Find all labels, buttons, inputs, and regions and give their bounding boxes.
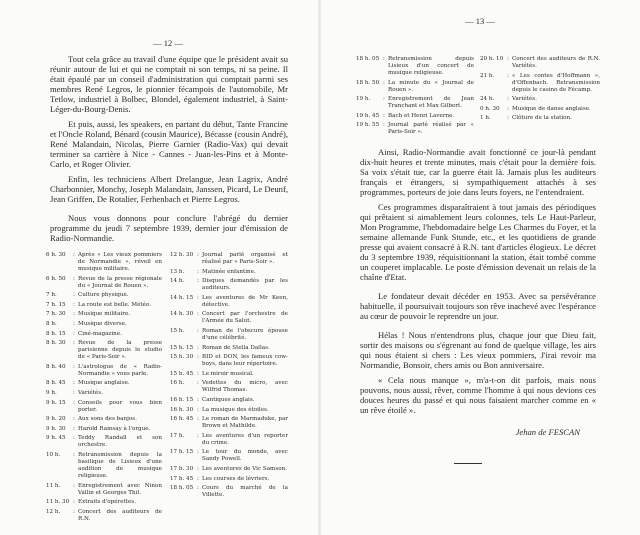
- separator: :: [197, 406, 199, 413]
- schedule-entry: [480, 96, 600, 103]
- entry-text: Concert par l'orchestre de l'Armée du Salut.: [202, 311, 288, 325]
- entry-time: 13 h.: [170, 268, 185, 275]
- schedule-entry: [356, 96, 474, 110]
- entry-text: Matinée enfantine.: [202, 268, 256, 275]
- entry-text: Le tour du monde, avec Sandy Powell.: [202, 449, 288, 463]
- entry-text: Variétés.: [512, 96, 537, 103]
- right-page: [320, 0, 640, 535]
- schedule-entry: [46, 311, 162, 318]
- separator: :: [197, 327, 199, 334]
- schedule-entry: [170, 433, 288, 447]
- separator: :: [383, 96, 385, 103]
- separator: :: [507, 105, 509, 112]
- entry-text: Clôture de la station.: [512, 115, 572, 122]
- right-column: [356, 56, 600, 464]
- separator: :: [73, 292, 75, 299]
- left-column: [46, 54, 288, 525]
- schedule-entry: [170, 354, 288, 368]
- entry-text: Cours du marché de la Villette.: [202, 485, 288, 499]
- schedule-entry: [480, 73, 600, 94]
- paragraph: Et puis, aussi, les speakers, en partant du début, Tante Francine et l'Oncle Roland, Bénard (cousin Maurice), Bécasse (cousin André), René Malandain, Nicolas, Pierre Garnier (Radio-Vax) qui devait terminer sa carrière à Nice - Cannes - Juan-les-Pins et à Monte-Carlo, et Roger Olivier.: [50, 119, 288, 169]
- schedule-entry: [46, 340, 162, 361]
- paragraph: Nous vous donnons pour conclure l'abrégé du dernier programme du jeudi 7 septembre 1939, dernier jour d'émission de Radio-Normandie.: [50, 213, 288, 243]
- separator: :: [73, 389, 75, 396]
- separator: :: [507, 56, 509, 62]
- separator: :: [73, 311, 75, 318]
- entry-text: BID et DON, les fameux cow-boys, dans leur répertoire.: [202, 354, 288, 368]
- entry-time: 11 h. 30: [46, 499, 70, 506]
- entry-time: 17 h. 30: [170, 465, 194, 472]
- entry-text: Concert des auditeurs de R.N. Variétés.: [512, 56, 600, 69]
- separator: :: [73, 340, 75, 347]
- separator: :: [73, 380, 75, 387]
- schedule-entry: [170, 328, 288, 342]
- schedule-entry: [46, 499, 162, 506]
- entry-time: 18 h. 05: [356, 56, 380, 62]
- entry-time: 16 h. 15: [170, 396, 194, 403]
- entry-text: Le roman de Marmaduke, par Brown et Mathilde.: [202, 416, 288, 430]
- separator: :: [197, 396, 199, 403]
- paragraph: Tout cela grâce au travail d'une équipe que le président avait su réunir autour de lui et qui ne comptait ni son temps, ni sa peine. Il était épaulé par un conseil d'administration qui comptait parmi ses membres René Legros, le pionnier fécampois de l'automobile, Mr Tetlow, industriel à Bolbec, Blondel, également industriel, à Saint-Léger-du-Bourg-Denis.: [50, 54, 288, 114]
- schedule-entry: [170, 397, 288, 404]
- entry-text: Enregistrement de Jean Tranchant et Max Gilbert.: [388, 96, 474, 110]
- entry-text: Retransmission depuis la basilique de Lisieux d'une audition de musique religieuse.: [78, 451, 162, 479]
- entry-time: 15 h. 15: [170, 344, 194, 351]
- entry-time: 19 h. 55: [356, 122, 380, 129]
- separator: :: [197, 354, 199, 361]
- entry-text: La minute du « Journal de Rouen ».: [388, 79, 474, 93]
- entry-time: 10 h.: [46, 451, 61, 458]
- paragraph: Hélas ! Nous n'entendrons plus, chaque jour que Dieu fait, sortir des maisons ou s'égrenant au fond de quelque village, les airs qui nous étaient si chers : Les vieux pommiers, J'irai revoir ma Normandie, Bonsoir, chers amis ou Bon anniversaire.: [360, 329, 596, 370]
- separator: :: [197, 465, 199, 472]
- schedule-entry: [46, 331, 162, 338]
- entry-text: Roman de Stella Dallas.: [202, 344, 270, 351]
- separator: :: [507, 72, 509, 79]
- paragraph: Ces programmes disparaîtraient à tout jamais des périodiques qui prêtaient si aimablement leurs colonnes, tels Le Haut-Parleur, Mon Programme, l'hebdomadaire belge Les Charmes du Foyer, et la semaine allemande Funk Stunde, etc., et les quotidiens de grande presse qui avaient consacré à R.N. tant d'articles élogieux. Le décret du 3 septembre 1939, réquisitionnant la station, était tombé comme un couperet implacable. Le poste d'émission devenait un relais de la chaîne d'Etat.: [360, 201, 596, 282]
- separator: :: [197, 370, 199, 377]
- separator: :: [507, 115, 509, 122]
- entry-text: Culture physique.: [78, 292, 129, 299]
- separator: :: [73, 399, 75, 406]
- entry-time: 15 h. 30: [170, 354, 194, 361]
- schedule-entry: [46, 276, 162, 290]
- schedule-entry: [46, 321, 162, 328]
- schedule-entry: [170, 278, 288, 292]
- entry-time: 9 h. 20: [46, 416, 66, 423]
- entry-text: Teddy Randall et son orchestre.: [78, 435, 162, 449]
- separator: :: [73, 252, 75, 258]
- separator: :: [73, 363, 75, 370]
- schedule-entry: [170, 485, 288, 499]
- closing-rule: [454, 463, 482, 464]
- entry-time: 19 h.: [356, 96, 371, 103]
- entry-time: 17 h. 45: [170, 475, 194, 482]
- entry-text: La musique des étoiles.: [202, 406, 269, 413]
- entry-time: 12 h. 30: [170, 252, 194, 258]
- schedule-entry: [170, 476, 288, 483]
- separator: :: [73, 435, 75, 442]
- entry-time: 8 h.: [46, 320, 57, 327]
- separator: :: [197, 311, 199, 318]
- schedule-entry: [170, 295, 288, 309]
- paragraph: « Cela nous manque », m'a-t-on dit parfois, mais nous pouvons, nous aussi, rêver, comme l'homme à qui nous devions ces douces heures du passé et qui nous faisaient marcher comme en « un rêve étoilé ».: [360, 374, 596, 415]
- schedule-entry: [356, 113, 474, 120]
- entry-time: 8 h. 15: [46, 330, 66, 337]
- schedule-entry: [46, 364, 162, 378]
- schedule-entry: [170, 371, 288, 378]
- separator: :: [197, 252, 199, 258]
- page-number: — 12 —: [153, 38, 183, 48]
- schedule-entry: [170, 407, 288, 414]
- separator: :: [73, 482, 75, 489]
- entry-time: 14 h.: [170, 278, 185, 285]
- entry-text: Musique diverse.: [78, 320, 127, 327]
- entry-time: 17 h. 15: [170, 449, 194, 456]
- separator: :: [197, 278, 199, 285]
- schedule-entry: [46, 416, 162, 423]
- paragraph: Ainsi, Radio-Normandie avait fonctionné ce jour-là pendant dix-huit heures et trente minutes, mais c'était pour la dernière fois. Sa voix s'était tue, car la guerre était là. Jamais plus les auditeurs français et étrangers, si sympathiquement attachés à ses programmes, porteurs de joie dans leurs foyers, ne l'entendraient.: [360, 146, 596, 197]
- entry-time: 9 h.: [46, 389, 57, 396]
- schedule-column: [46, 252, 162, 525]
- separator: :: [197, 416, 199, 423]
- entry-text: Après « Les vieux pommiers de Normandie », réveil en musique militaire.: [78, 252, 162, 272]
- entry-text: Bach et Henri Laverne.: [388, 112, 455, 119]
- right-prose: [360, 147, 596, 415]
- schedule-entry: [170, 416, 288, 430]
- separator: :: [197, 268, 199, 275]
- entry-text: Concert des auditeurs de R.N.: [78, 508, 162, 522]
- left-prose: [50, 54, 288, 243]
- entry-text: Roman de l'obscure épouse d'une célébrité.: [202, 327, 288, 341]
- paragraph: Le fondateur devait décéder en 1953. Avec sa persévérance habituelle, il poursuivait toujours son rêve inachevé avec l'espérance au cœur de pouvoir le reprendre un jour.: [360, 290, 596, 321]
- entry-text: Disques demandés par les auditeurs.: [202, 278, 288, 292]
- page-number: — 13 —: [465, 16, 495, 26]
- entry-time: 15 h.: [170, 327, 185, 334]
- entry-text: Aux sons des banjos.: [78, 416, 137, 423]
- entry-text: Cantiques anglais.: [202, 396, 255, 403]
- schedule-entry: [46, 400, 162, 414]
- entry-time: 8 h. 45: [46, 380, 66, 387]
- entry-time: 14 h. 15: [170, 294, 194, 301]
- entry-time: 9 h. 15: [46, 399, 66, 406]
- entry-text: Les aventures d'un reporter du crime.: [202, 432, 288, 446]
- entry-text: Musique militaire.: [78, 311, 131, 318]
- schedule-entry: [170, 449, 288, 463]
- separator: :: [73, 425, 75, 432]
- schedule-entry: [356, 122, 474, 136]
- entry-text: Retransmission depuis Lisieux d'un concert de musique religieuse.: [388, 56, 474, 76]
- schedule-column: [170, 252, 288, 502]
- separator: :: [73, 330, 75, 337]
- schedule-entry: [170, 311, 288, 325]
- entry-time: 16 h.: [170, 380, 185, 387]
- entry-time: 8 h. 40: [46, 363, 66, 370]
- schedule-entry: [170, 380, 288, 394]
- separator: :: [73, 416, 75, 423]
- separator: :: [73, 301, 75, 308]
- schedule-entry: [356, 80, 474, 94]
- schedule-entry: [46, 380, 162, 387]
- entry-time: 1 h.: [480, 115, 491, 122]
- schedule-entry: [356, 56, 474, 77]
- entry-time: 7 h.: [46, 292, 57, 299]
- schedule-column: [480, 56, 600, 125]
- schedule-entry: [46, 252, 162, 273]
- entry-time: 19 h. 45: [356, 112, 380, 119]
- entry-time: 7 h. 30: [46, 311, 66, 318]
- entry-text: Musique anglaise.: [78, 380, 130, 387]
- entry-text: Vedettes du micro, avec Wilfrid Thomas.: [202, 380, 288, 394]
- schedule-entry: [480, 115, 600, 122]
- entry-text: Journal parlé organisé et réalisé par « Paris-Soir ».: [202, 252, 288, 265]
- entry-text: Les courses de lévriers.: [202, 475, 270, 482]
- entry-text: Le miroir musical.: [202, 370, 254, 377]
- entry-text: Extraits d'opérettes.: [78, 499, 136, 506]
- separator: :: [383, 122, 385, 129]
- entry-time: 18 h. 05: [170, 485, 194, 492]
- separator: :: [507, 96, 509, 103]
- entry-time: 11 h.: [46, 482, 61, 489]
- entry-text: Revue de la presse parisienne depuis le studio de « Paris-Soir ».: [78, 340, 162, 361]
- entry-text: Revue de la presse régionale du « Journal de Rouen ».: [78, 275, 162, 289]
- schedule-entry: [46, 483, 162, 497]
- schedule-entry: [170, 269, 288, 276]
- schedule-entry: [46, 302, 162, 309]
- entry-time: 6 h. 50: [46, 275, 66, 282]
- separator: :: [197, 485, 199, 492]
- entry-text: Les aventures de Mr Keen, détective.: [202, 294, 288, 308]
- separator: :: [73, 320, 75, 327]
- separator: :: [383, 79, 385, 86]
- separator: :: [73, 275, 75, 282]
- separator: :: [73, 508, 75, 515]
- schedule-entry: [46, 292, 162, 299]
- separator: :: [197, 475, 199, 482]
- entry-text: Musique de danse anglaise.: [512, 105, 591, 112]
- separator: :: [383, 56, 385, 62]
- entry-text: La route est belle. Météo.: [78, 301, 151, 308]
- entry-time: 14 h. 30: [170, 311, 194, 318]
- separator: :: [73, 499, 75, 506]
- entry-time: 7 h. 15: [46, 301, 66, 308]
- entry-time: 17 h.: [170, 432, 185, 439]
- separator: :: [197, 344, 199, 351]
- schedule-entry: [46, 390, 162, 397]
- schedule-entry: [170, 466, 288, 473]
- entry-time: 21 h.: [480, 72, 495, 79]
- signature: Jehan de FESCAN: [515, 426, 580, 437]
- entry-time: 16 h. 45: [170, 416, 194, 423]
- entry-text: Journal parlé réalisé par « Paris-Soir ».: [388, 122, 474, 136]
- entry-time: 15 h. 45: [170, 370, 194, 377]
- entry-text: « Les contes d'Hoffmann », d'Offenbach. Retransmission depuis le casino de Fécamp.: [512, 72, 600, 93]
- schedule-entry: [46, 426, 162, 433]
- schedule: [46, 252, 288, 525]
- schedule-entry: [480, 56, 600, 70]
- separator: :: [197, 432, 199, 439]
- entry-time: 12 h.: [46, 508, 61, 515]
- entry-time: 9 h. 45: [46, 435, 66, 442]
- entry-time: 9 h. 30: [46, 425, 66, 432]
- entry-text: Ciné-magazine.: [78, 330, 122, 337]
- entry-time: 0 h. 30: [480, 105, 500, 112]
- entry-text: Variétés.: [78, 389, 103, 396]
- entry-text: Enregistrement avec Ninon Vallin et Georges Thil.: [78, 482, 162, 496]
- separator: :: [197, 449, 199, 456]
- entry-text: Les aventures de Vic Samson.: [202, 465, 287, 472]
- paragraph: Enfin, les techniciens Albert Drelangue, Jean Lagrix, André Charbonnier, Monchy, Joseph Malandain, Janssen, Picard, Le Deunf, Jean Griffen, De Rotalier, Ferhenbach et Pierre Legros.: [50, 174, 288, 204]
- entry-time: 20 h. 10: [480, 56, 504, 62]
- entry-time: 16 h. 30: [170, 406, 194, 413]
- entry-time: 8 h. 30: [46, 340, 66, 347]
- entry-time: 24 h.: [480, 96, 495, 103]
- separator: :: [383, 112, 385, 119]
- separator: :: [197, 294, 199, 301]
- entry-time: 6 h. 30: [46, 252, 66, 258]
- schedule-column: [356, 56, 474, 139]
- schedule-entry: [170, 345, 288, 352]
- schedule-entry: [46, 509, 162, 523]
- entry-text: L'astrologue de « Radio-Normandie » vous parle.: [78, 363, 162, 377]
- schedule-entry: [170, 252, 288, 266]
- schedule-entry: [46, 435, 162, 449]
- schedule-entry: [480, 106, 600, 113]
- separator: :: [197, 380, 199, 387]
- schedule: [356, 56, 600, 139]
- entry-text: Harold Ramsay à l'orgue.: [78, 425, 151, 432]
- entry-text: Conseils pour vous bien porter.: [78, 399, 162, 413]
- separator: :: [73, 451, 75, 458]
- entry-time: 18 h. 50: [356, 79, 380, 86]
